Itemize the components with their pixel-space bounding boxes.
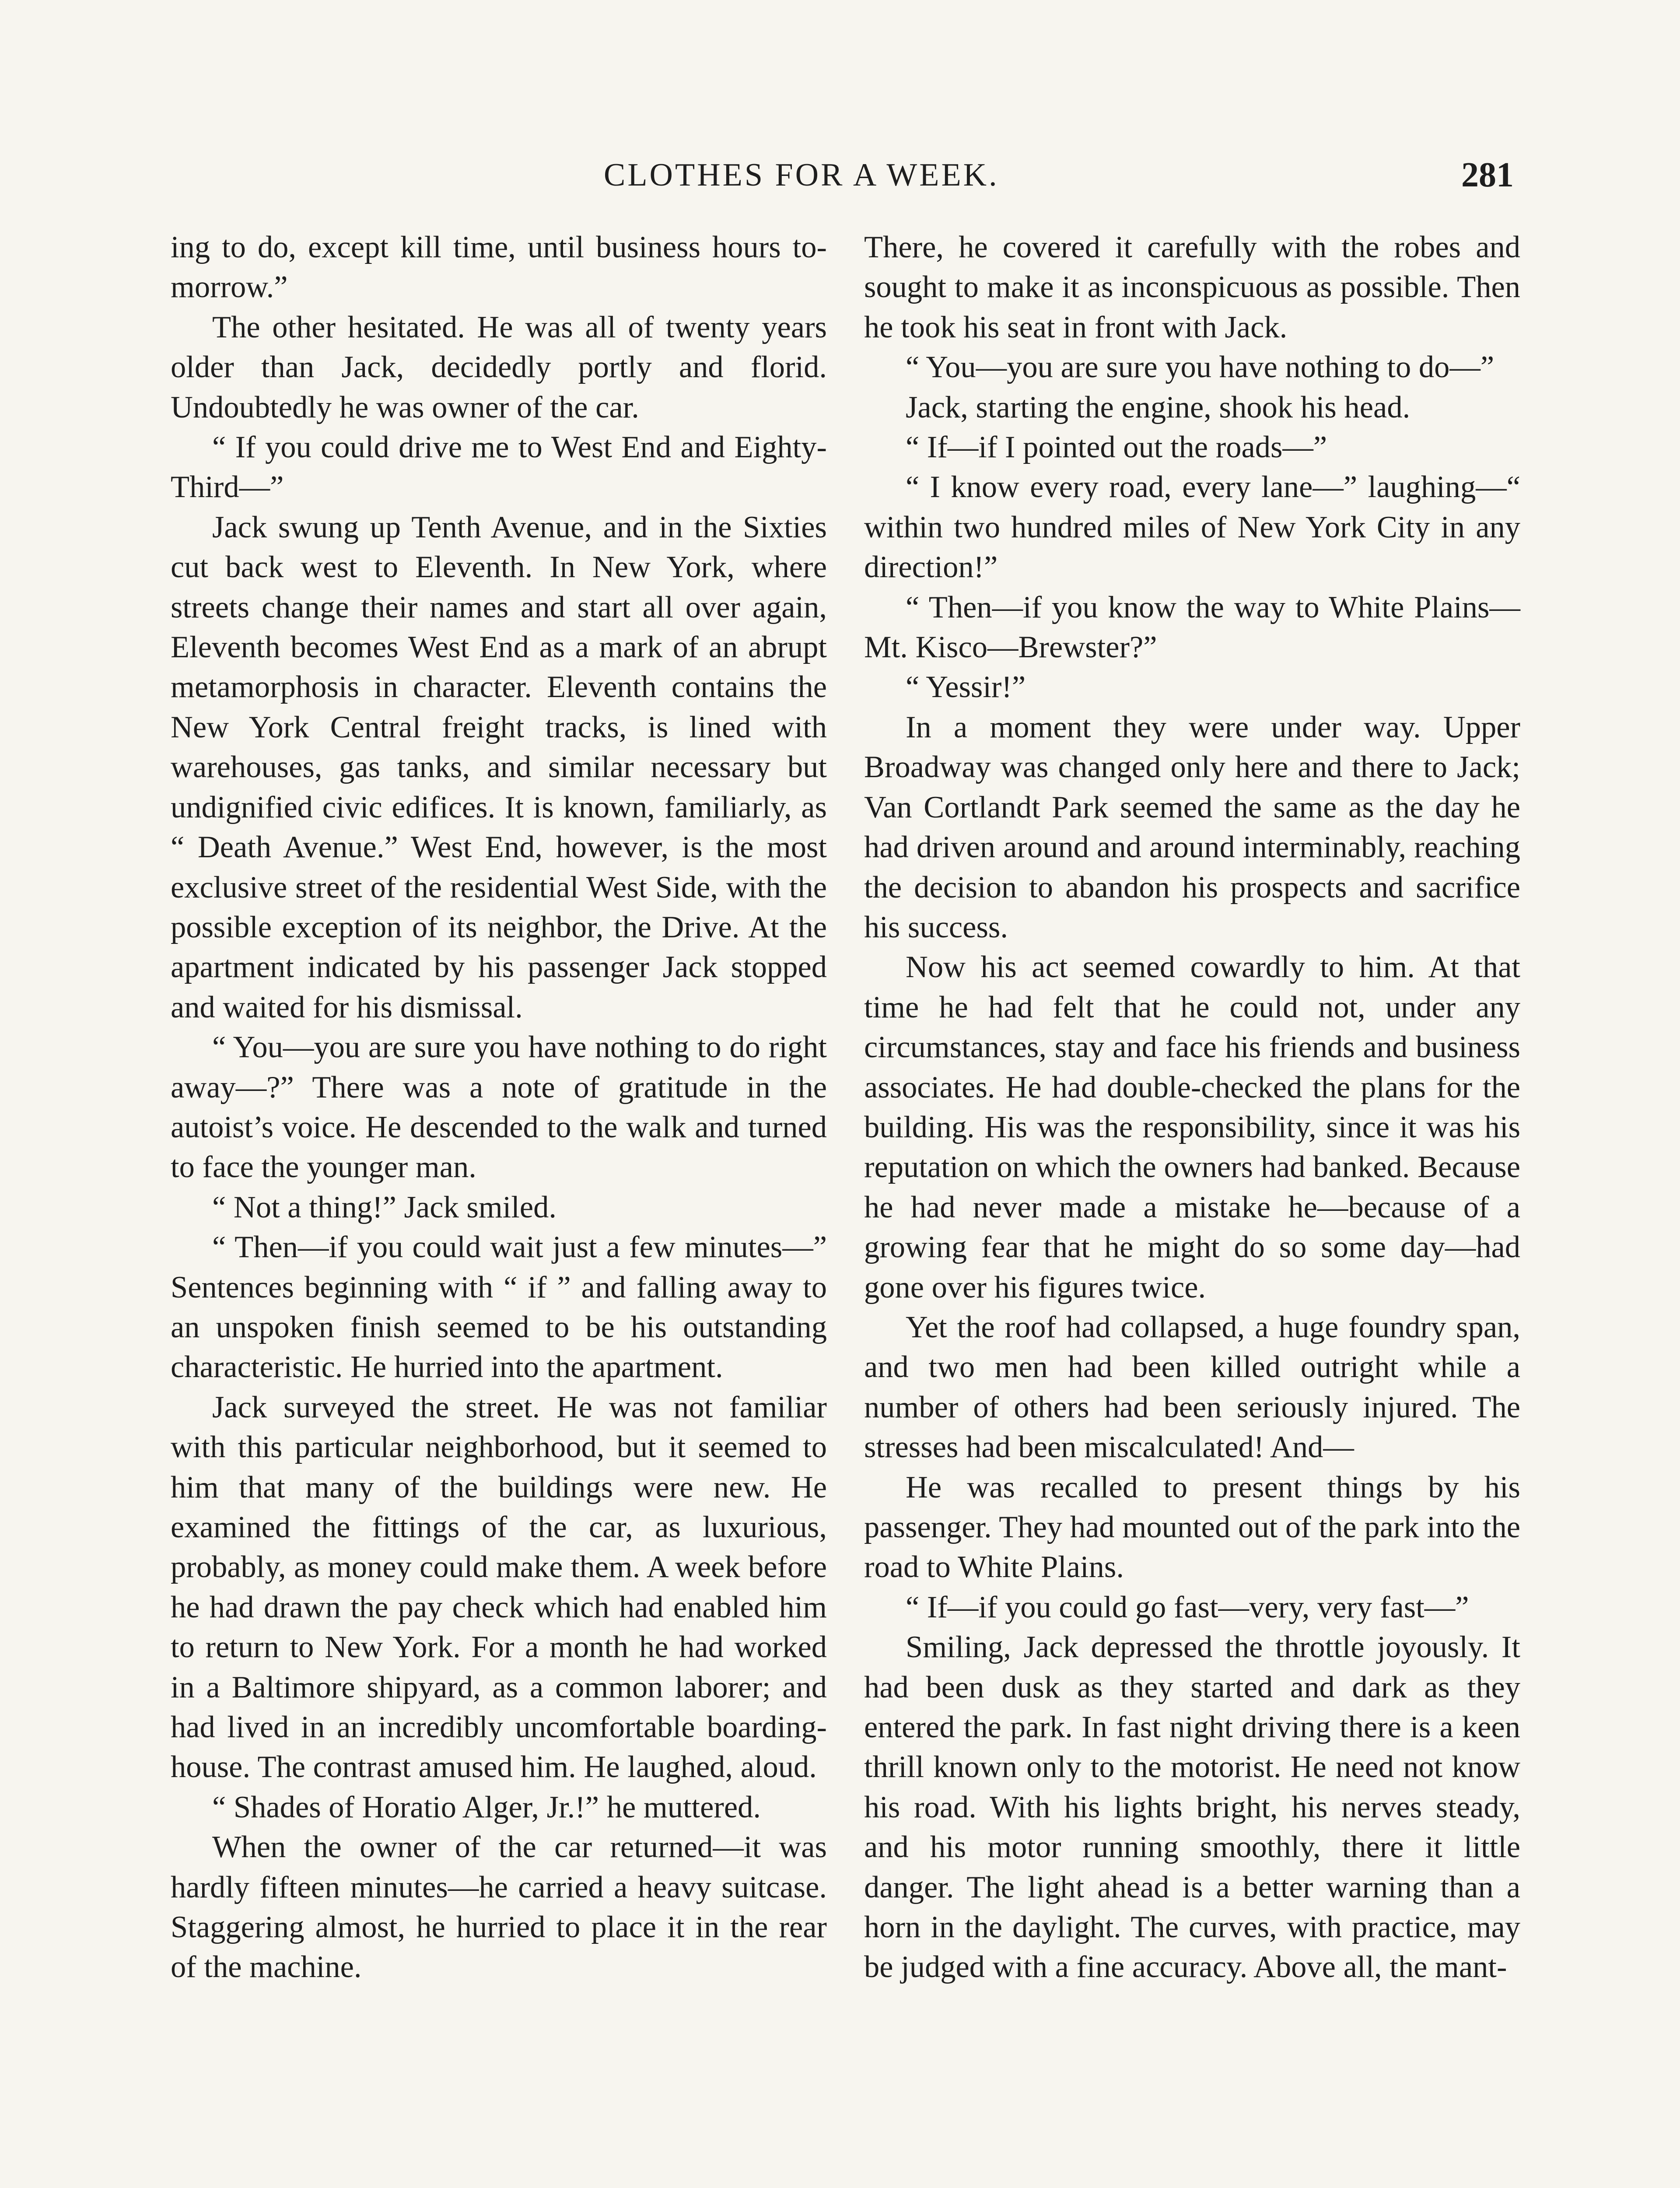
paragraph: “ Then—if you could wait just a few minutes—” Sentences beginning with “ if ” and falling away to an unspoken finish seemed to be his outstanding characteristic. He hurried into the apartment.	[171, 1230, 827, 1385]
paragraph: “ If you could drive me to West End and Eighty-Third—”	[171, 430, 827, 505]
paragraph: “ I know every road, every lane—” laughing—“ within two hundred miles of New York City in any direction!”	[864, 470, 1520, 585]
paragraph: Smiling, Jack depressed the throttle joyously. It had been dusk as they started and dark as they entered the park. In fast night driving there is a keen thrill known only to the motorist. He need not know his road. With his lights bright, his nerves steady, and his motor running smoothly, there it little danger. The light ahead is a better warning than a horn in the daylight. The curves, with practice, may be judged with a fine accuracy. Above all, the mant-	[864, 1630, 1520, 1985]
paragraph: “ Yessir!”	[906, 670, 1026, 705]
paragraph: “ Then—if you know the way to White Plains—Mt. Kisco—Brewster?”	[864, 590, 1520, 665]
paragraph: “ If—if you could go fast—very, very fast—”	[906, 1590, 1469, 1624]
paragraph: “ You—you are sure you have nothing to do—”	[906, 350, 1494, 385]
paragraph: “ Not a thing!” Jack smiled.	[212, 1190, 557, 1224]
paragraph: He was recalled to present things by his passenger. They had mounted out of the park into the road to White Plains.	[864, 1470, 1520, 1585]
paragraph: The other hesitated. He was all of twenty years older than Jack, decidedly portly and florid. Undoubtedly he was owner of the car.	[171, 310, 827, 424]
paragraph: “ Shades of Horatio Alger, Jr.!” he muttered.	[212, 1790, 761, 1824]
right-column	[864, 228, 1520, 1988]
paragraph: Jack swung up Tenth Avenue, and in the Sixties cut back west to Eleventh. In New York, where streets change their names and start all over again, Eleventh becomes West End as a mark of an abrupt metamorphosis in character. Eleventh contains the New York Central freight tracks, is lined with warehouses, gas tanks, and similar necessary but undignified civic edifices. It is known, familiarly, as “ Death Avenue.” West End, however, is the most exclusive street of the residential West Side, with the possible exception of its neighbor, the Drive. At the apartment indicated by his passenger Jack stopped and waited for his dismissal.	[171, 510, 827, 1024]
paragraph: ing to do, except kill time, until business hours to-morrow.”	[171, 230, 827, 305]
paragraph: There, he covered it carefully with the robes and sought to make it as inconspicuous as possible. Then he took his seat in front with Jack.	[864, 230, 1520, 344]
paragraph: Yet the roof had collapsed, a huge foundry span, and two men had been killed outright while a number of others had been seriously injured. The stresses had been miscalculated! And—	[864, 1310, 1520, 1465]
running-title: CLOTHES FOR A WEEK.	[604, 157, 999, 193]
paragraph: In a moment they were under way. Upper Broadway was changed only here and there to Jack; Van Cortlandt Park seemed the same as the day he had driven around and around interminably, reaching the decision to abandon his prospects and sacrifice his success.	[864, 710, 1520, 944]
paragraph: Now his act seemed cowardly to him. At that time he had felt that he could not, under any circumstances, stay and face his friends and business associates. He had double-checked the plans for the building. His was the responsibility, since it was his reputation on which the owners had banked. Because he had never made a mistake he—because of a growing fear that he might do so some day—had gone over his figures twice.	[864, 950, 1520, 1304]
left-column	[171, 228, 827, 1988]
paragraph: Jack, starting the engine, shook his head.	[906, 390, 1410, 424]
paragraph: Jack surveyed the street. He was not familiar with this particular neighborhood, but it seemed to him that many of the buildings were new. He examined the fittings of the car, as luxurious, probably, as money could make them. A week before he had drawn the pay check which had enabled him to return to New York. For a month he had worked in a Baltimore shipyard, as a common laborer; and had lived in an incredibly uncomfortable boarding-house. The contrast amused him. He laughed, aloud.	[171, 1390, 827, 1785]
page-header	[604, 149, 1514, 201]
paragraph: When the owner of the car returned—it was hardly fifteen minutes—he carried a heavy suitcase. Staggering almost, he hurried to place it in the rear of the machine.	[171, 1830, 827, 1985]
paragraph: “ If—if I pointed out the roads—”	[906, 430, 1327, 465]
page-number: 281	[1461, 156, 1514, 194]
paragraph: “ You—you are sure you have nothing to do right away—?” There was a note of gratitude in the autoist’s voice. He descended to the walk and turned to face the younger man.	[171, 1030, 827, 1185]
